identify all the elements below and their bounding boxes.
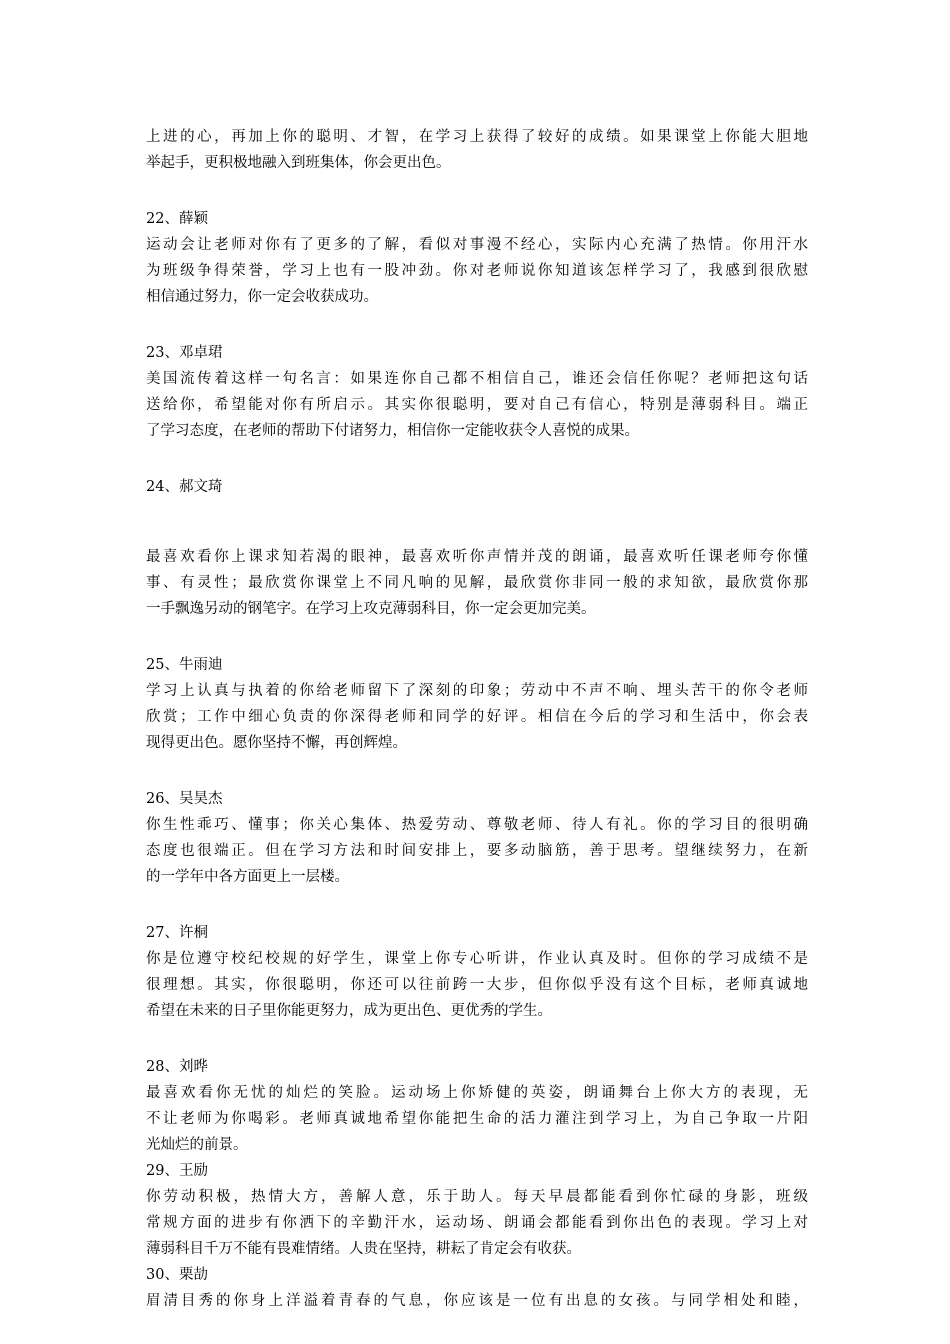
text-line: 的一学年中各方面更上一层楼。 xyxy=(146,869,349,885)
text-line: 你是位遵守校纪校规的好学生，课堂上你专心听讲，作业认真及时。但你的学习成绩不是 xyxy=(146,951,808,967)
student-heading: 22、薛颖 xyxy=(146,211,208,227)
text-line: 不让老师为你喝彩。老师真诚地希望你能把生命的活力灌注到学习上，为自己争取一片阳 xyxy=(146,1111,808,1127)
text-line: 你劳动积极，热情大方，善解人意，乐于助人。每天早晨都能看到你忙碌的身影，班级 xyxy=(146,1189,808,1205)
student-heading: 30、栗劼 xyxy=(146,1267,208,1283)
text-line: 送给你，希望能对你有所启示。其实你很聪明，要对自己有信心，特别是薄弱科目。端正 xyxy=(146,397,808,413)
text-line: 最喜欢看你无忧的灿烂的笑脸。运动场上你矫健的英姿，朗诵舞台上你大方的表现，无 xyxy=(146,1085,808,1101)
text-line: 事、有灵性；最欣赏你课堂上不同凡响的见解，最欣赏你非同一般的求知欲，最欣赏你那 xyxy=(146,575,808,591)
text-line: 为班级争得荣誉，学习上也有一股冲劲。你对老师说你知道该怎样学习了，我感到很欣慰 xyxy=(146,263,808,279)
student-heading: 29、王励 xyxy=(146,1163,208,1179)
text-line: 薄弱科目千万不能有畏难情绪。人贵在坚持，耕耘了肯定会有收获。 xyxy=(146,1241,581,1257)
document-page xyxy=(146,124,808,1314)
text-line: 一手飘逸另动的钢笔字。在学习上攻克薄弱科目，你一定会更加完美。 xyxy=(146,601,596,617)
text-line: 上进的心，再加上你的聪明、才智，在学习上获得了较好的成绩。如果课堂上你能大胆地 xyxy=(146,129,808,145)
student-heading: 27、许桐 xyxy=(146,925,208,941)
text-line: 学习上认真与执着的你给老师留下了深刻的印象；劳动中不声不响、埋头苦干的你令老师 xyxy=(146,683,808,699)
text-line: 现得更出色。愿你坚持不懈，再创辉煌。 xyxy=(146,735,407,751)
text-line: 运动会让老师对你有了更多的了解，看似对事漫不经心，实际内心充满了热情。你用汗水 xyxy=(146,237,808,253)
student-heading: 26、吴昊杰 xyxy=(146,791,223,807)
text-line: 相信通过努力，你一定会收获成功。 xyxy=(146,289,378,305)
text-line: 美国流传着这样一句名言：如果连你自己都不相信自己，谁还会信任你呢？老师把这句话 xyxy=(146,371,808,387)
text-line: 最喜欢看你上课求知若渴的眼神，最喜欢听你声情并茂的朗诵，最喜欢听任课老师夸你懂 xyxy=(146,549,808,565)
text-line: 你生性乖巧、懂事；你关心集体、热爱劳动、尊敬老师、待人有礼。你的学习目的很明确 xyxy=(146,817,808,833)
text-line: 欣赏；工作中细心负责的你深得老师和同学的好评。相信在今后的学习和生活中，你会表 xyxy=(146,709,808,725)
text-line: 希望在未来的日子里你能更努力，成为更出色、更优秀的学生。 xyxy=(146,1003,552,1019)
text-line: 了学习态度，在老师的帮助下付诸努力，相信你一定能收获令人喜悦的成果。 xyxy=(146,423,639,439)
text-line: 光灿烂的前景。 xyxy=(146,1137,248,1153)
student-heading: 24、郝文琦 xyxy=(146,479,223,495)
text-line: 很理想。其实，你很聪明，你还可以往前跨一大步，但你似乎没有这个目标，老师真诚地 xyxy=(146,977,808,993)
student-heading: 28、刘晔 xyxy=(146,1059,208,1075)
text-line: 举起手，更积极地融入到班集体，你会更出色。 xyxy=(146,155,451,171)
student-heading: 25、牛雨迪 xyxy=(146,657,223,673)
text-line: 态度也很端正。但在学习方法和时间安排上，要多动脑筋，善于思考。望继续努力，在新 xyxy=(146,843,808,859)
text-line: 眉清目秀的你身上洋溢着青春的气息，你应该是一位有出息的女孩。与同学相处和睦， xyxy=(146,1293,808,1309)
student-heading: 23、邓卓珺 xyxy=(146,345,223,361)
text-line: 常规方面的进步有你洒下的辛勤汗水，运动场、朗诵会都能看到你出色的表现。学习上对 xyxy=(146,1215,808,1231)
